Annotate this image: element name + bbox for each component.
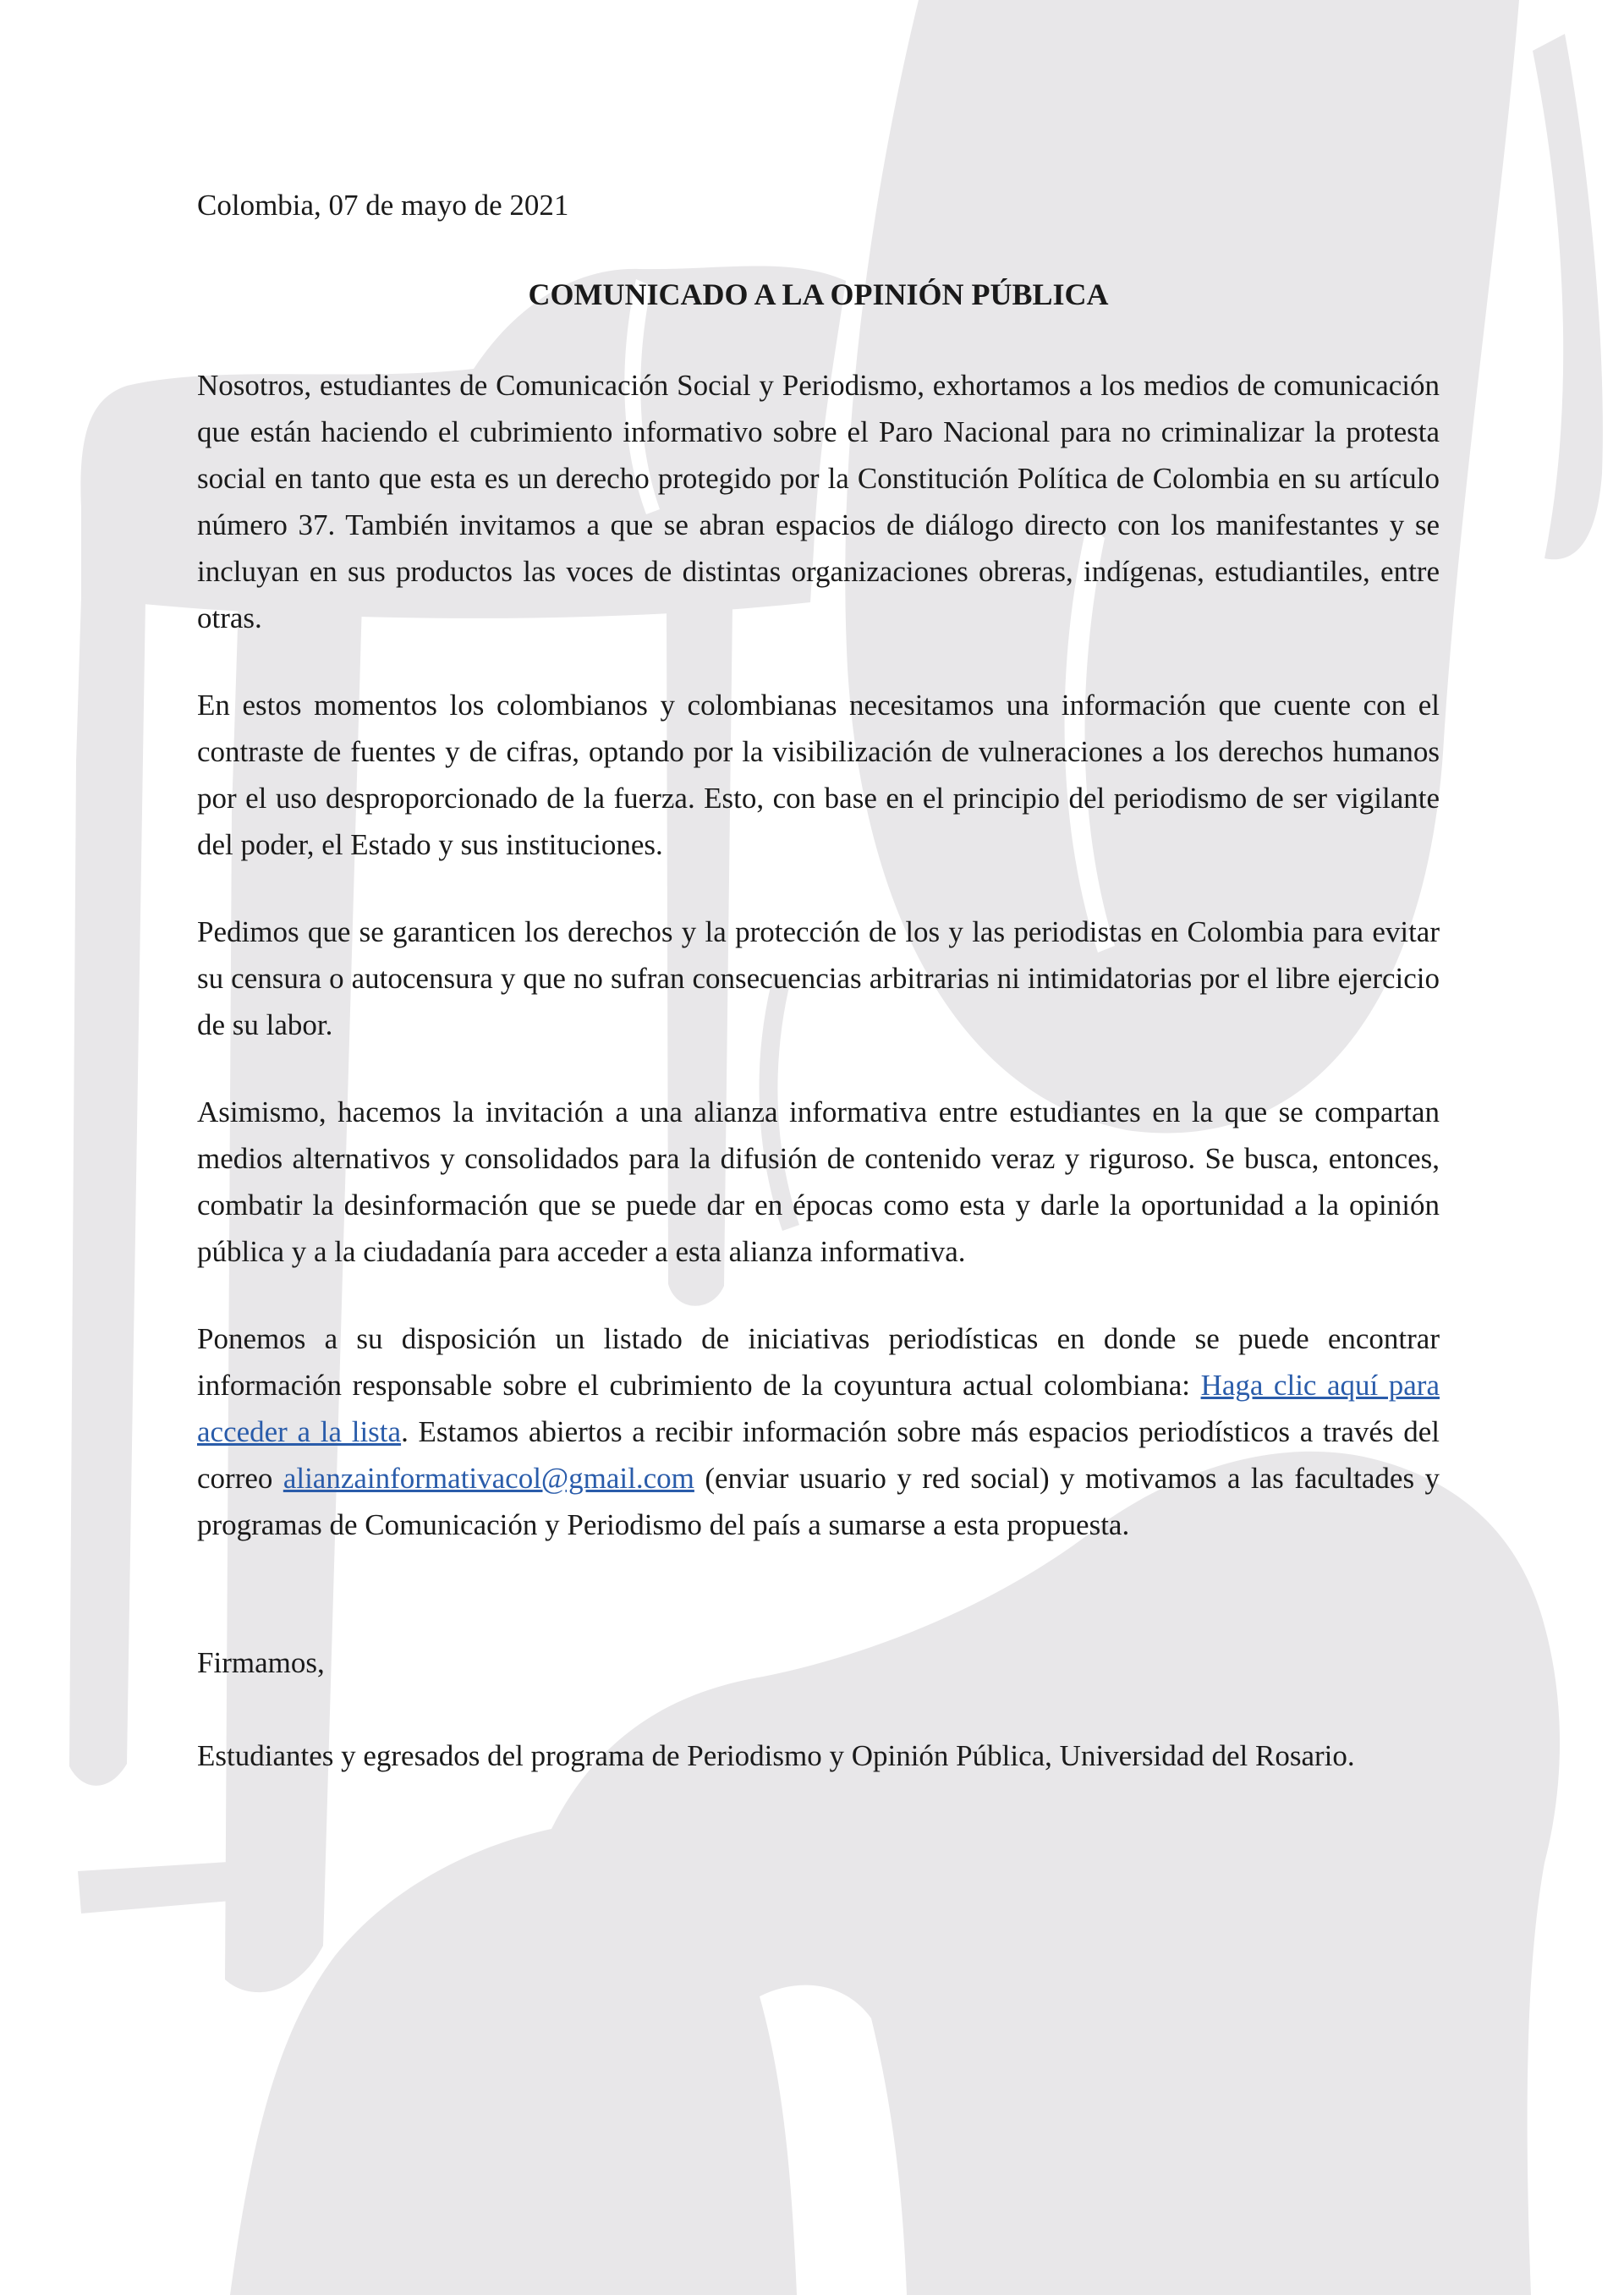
body-paragraphs <box>197 362 1440 1548</box>
date-line: Colombia, 07 de mayo de 2021 <box>197 189 569 222</box>
paragraph-text: En estos momentos los colombianos y colombianas necesitamos una información que cuente con el contraste de fuentes y de cifras, optando por la visibilización de vulneraciones a los derechos humanos por el uso desproporcionado de la fuerza. Esto, con base en el principio del periodismo de ser vigilante del poder, el Estado y sus instituciones. <box>197 689 1440 861</box>
signature-line: Estudiantes y egresados del programa de Periodismo y Opinión Pública, Universidad del Rosario. <box>197 1739 1355 1772</box>
paragraph-1 <box>197 362 1440 641</box>
paragraph-text: Asimismo, hacemos la invitación a una alianza informativa entre estudiantes en la que se compartan medios alternativos y consolidados para la difusión de contenido veraz y riguroso. Se busca, entonces, combatir la desinformación que se puede dar en épocas como esta y darle la oportunidad a la opinión pública y a la ciudadanía para acceder a esta alianza informativa. <box>197 1095 1440 1268</box>
paragraph-text: Pedimos que se garanticen los derechos y la protección de los y las periodistas en Colombia para evitar su censura o autocensura y que no sufran consecuencias arbitrarias ni intimidatorias por el libre ejercicio de su labor. <box>197 915 1440 1041</box>
paragraph-text: Ponemos a su disposición un listado de iniciativas periodísticas en donde se puede encontrar información responsable sobre el cubrimiento de la coyuntura actual colombiana: <box>197 1322 1440 1402</box>
email-link[interactable]: alianzainformativacol@gmail.com <box>283 1462 694 1495</box>
paragraph-text: (enviar usuario y red social) y motivamos a las facultades y programas de Comunicación y Periodismo del país a sumarse a esta propuesta. <box>197 1462 1440 1541</box>
closing-line: Firmamos, <box>197 1646 325 1679</box>
paragraph-text: . Estamos abiertos a recibir información sobre más espacios periodísticos a través del correo <box>197 1415 1440 1495</box>
haga-clic-lista-link[interactable]: Haga clic aquí para acceder a la lista <box>197 1369 1440 1448</box>
document-title: COMUNICADO A LA OPINIÓN PÚBLICA <box>528 277 1109 311</box>
paragraph-4 <box>197 1089 1440 1275</box>
paragraph-5 <box>197 1315 1440 1548</box>
paragraph-2 <box>197 682 1440 868</box>
paragraph-text: Nosotros, estudiantes de Comunicación Social y Periodismo, exhortamos a los medios de comunicación que están haciendo el cubrimiento informativo sobre el Paro Nacional para no criminalizar la protesta social en tanto que esta es un derecho protegido por la Constitución Política de Colombia en su artículo número 37. También invitamos a que se abran espacios de diálogo directo con los manifestantes y se incluyan en sus productos las voces de distintas organizaciones obreras, indígenas, estudiantiles, entre otras. <box>197 369 1440 634</box>
paragraph-3 <box>197 909 1440 1048</box>
